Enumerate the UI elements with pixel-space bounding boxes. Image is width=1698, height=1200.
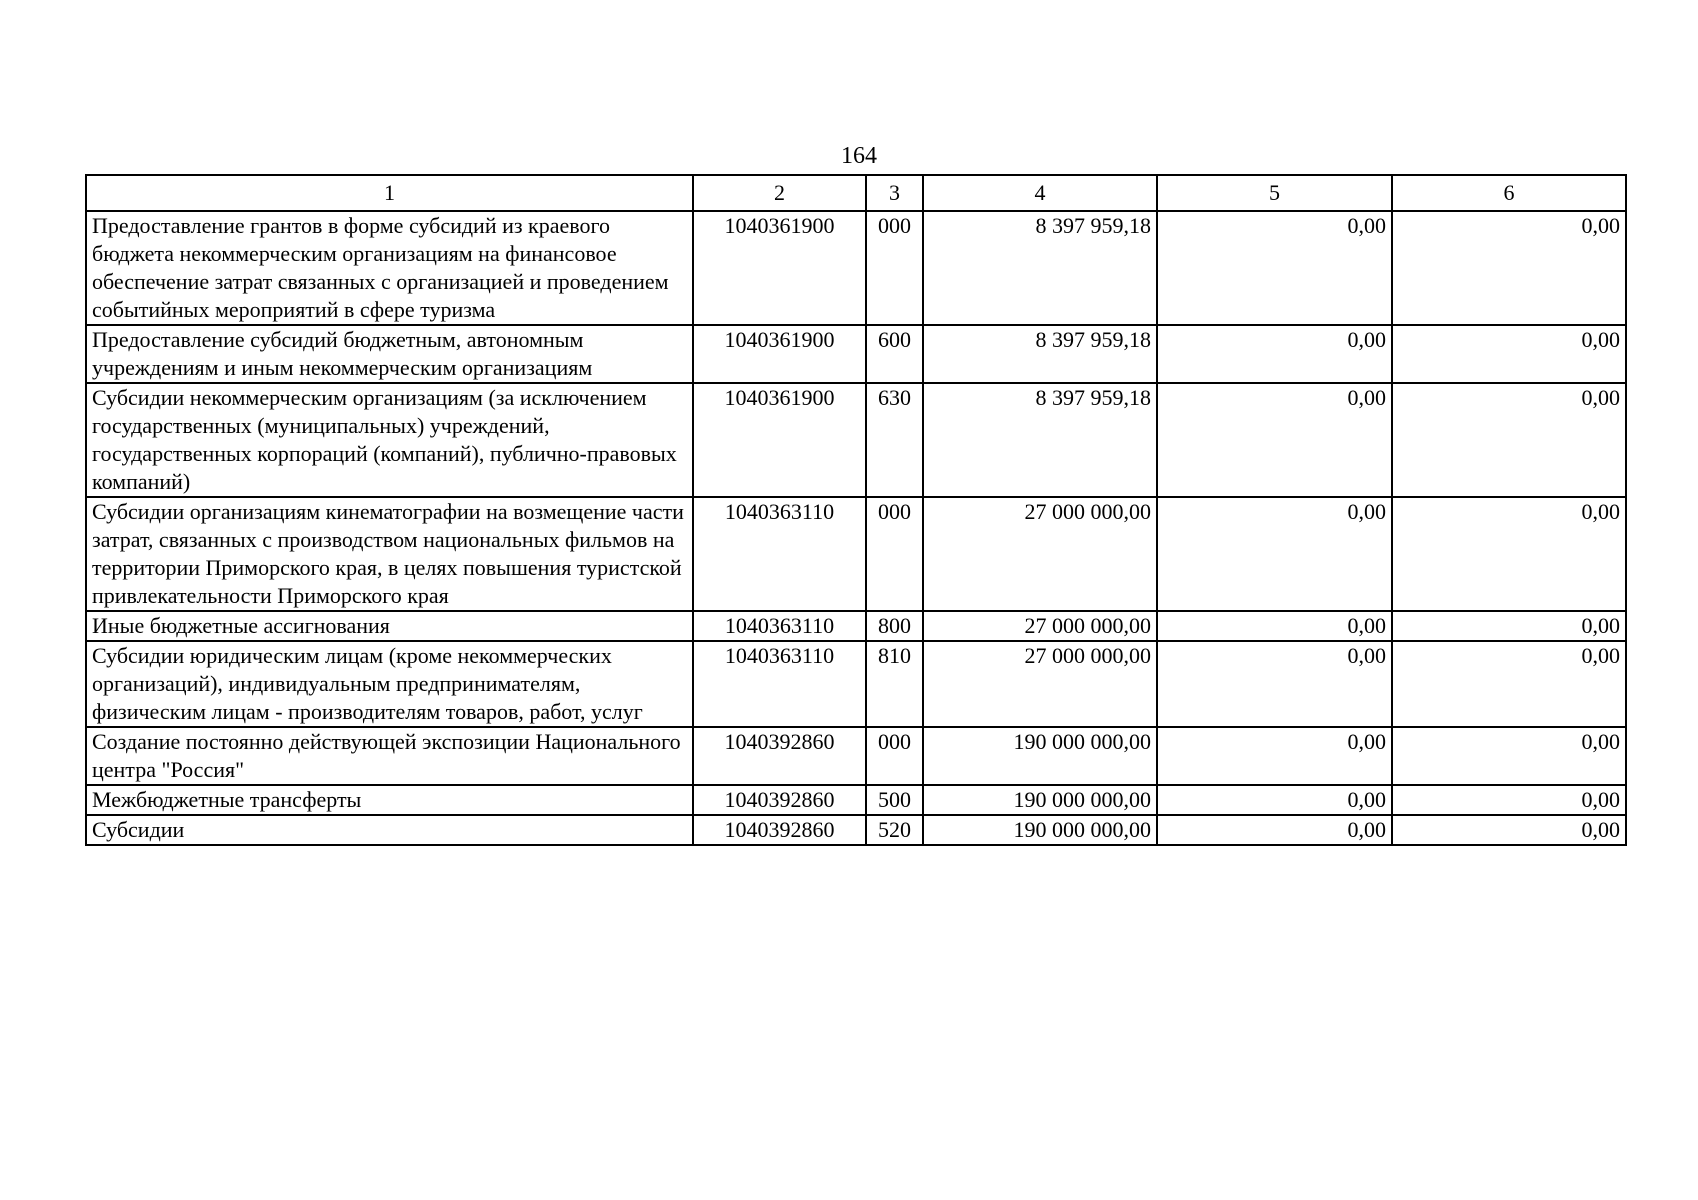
table-row [86,497,1626,611]
row-name: Предоставление грантов в форме субсидий из краевого бюджета некоммерческим организациям на финансовое обеспечение затрат связанных с организацией и проведением событийных мероприятий в сфере туризма [86,211,693,325]
table-row [86,383,1626,497]
row-amount-col4: 190 000 000,00 [923,815,1157,845]
row-expense-type: 000 [866,727,923,785]
row-target-code: 1040363110 [693,497,866,611]
row-amount-col5: 0,00 [1157,383,1392,497]
table-row [86,641,1626,727]
row-amount-col5: 0,00 [1157,815,1392,845]
row-amount-col6: 0,00 [1392,611,1626,641]
row-expense-type: 600 [866,325,923,383]
header-row [86,175,1626,211]
row-amount-col6: 0,00 [1392,785,1626,815]
row-amount-col6: 0,00 [1392,383,1626,497]
row-amount-col5: 0,00 [1157,727,1392,785]
table-row [86,815,1626,845]
row-name: Иные бюджетные ассигнования [86,611,693,641]
row-amount-col4: 190 000 000,00 [923,785,1157,815]
row-amount-col4: 8 397 959,18 [923,325,1157,383]
header-col-5: 5 [1157,175,1392,211]
row-amount-col4: 8 397 959,18 [923,211,1157,325]
budget-table [85,174,1627,846]
row-amount-col5: 0,00 [1157,785,1392,815]
row-name: Субсидии некоммерческим организациям (за исключением государственных (муниципальных) учреждений, государственных корпораций (компаний), публично-правовых компаний) [86,383,693,497]
header-col-3: 3 [866,175,923,211]
header-col-4: 4 [923,175,1157,211]
page-number: 164 [841,143,877,169]
header-col-2: 2 [693,175,866,211]
row-name: Субсидии организациям кинематографии на возмещение части затрат, связанных с производством национальных фильмов на территории Приморского края, в целях повышения туристской привлекательности Приморского края [86,497,693,611]
row-amount-col4: 27 000 000,00 [923,497,1157,611]
table-row [86,727,1626,785]
row-expense-type: 000 [866,497,923,611]
row-amount-col4: 190 000 000,00 [923,727,1157,785]
row-target-code: 1040361900 [693,325,866,383]
row-amount-col5: 0,00 [1157,211,1392,325]
row-target-code: 1040361900 [693,383,866,497]
row-name: Субсидии [86,815,693,845]
row-expense-type: 810 [866,641,923,727]
row-expense-type: 800 [866,611,923,641]
row-name: Предоставление субсидий бюджетным, автономным учреждениям и иным некоммерческим организациям [86,325,693,383]
row-amount-col6: 0,00 [1392,497,1626,611]
header-col-1: 1 [86,175,693,211]
row-target-code: 1040363110 [693,611,866,641]
row-amount-col5: 0,00 [1157,641,1392,727]
table-row [86,325,1626,383]
row-name: Субсидии юридическим лицам (кроме некоммерческих организаций), индивидуальным предпринимателям, физическим лицам - производителям товаров, работ, услуг [86,641,693,727]
row-expense-type: 500 [866,785,923,815]
row-amount-col6: 0,00 [1392,727,1626,785]
row-amount-col5: 0,00 [1157,325,1392,383]
row-amount-col6: 0,00 [1392,325,1626,383]
row-expense-type: 630 [866,383,923,497]
row-amount-col6: 0,00 [1392,641,1626,727]
row-target-code: 1040392860 [693,727,866,785]
row-target-code: 1040392860 [693,785,866,815]
row-expense-type: 000 [866,211,923,325]
row-amount-col5: 0,00 [1157,497,1392,611]
row-name: Межбюджетные трансферты [86,785,693,815]
row-target-code: 1040361900 [693,211,866,325]
table-row [86,211,1626,325]
row-name: Создание постоянно действующей экспозиции Национального центра "Россия" [86,727,693,785]
row-amount-col4: 27 000 000,00 [923,641,1157,727]
row-amount-col5: 0,00 [1157,611,1392,641]
header-col-6: 6 [1392,175,1626,211]
table-row [86,785,1626,815]
table-row [86,611,1626,641]
row-amount-col6: 0,00 [1392,211,1626,325]
row-amount-col4: 27 000 000,00 [923,611,1157,641]
row-expense-type: 520 [866,815,923,845]
row-target-code: 1040392860 [693,815,866,845]
row-target-code: 1040363110 [693,641,866,727]
row-amount-col4: 8 397 959,18 [923,383,1157,497]
row-amount-col6: 0,00 [1392,815,1626,845]
